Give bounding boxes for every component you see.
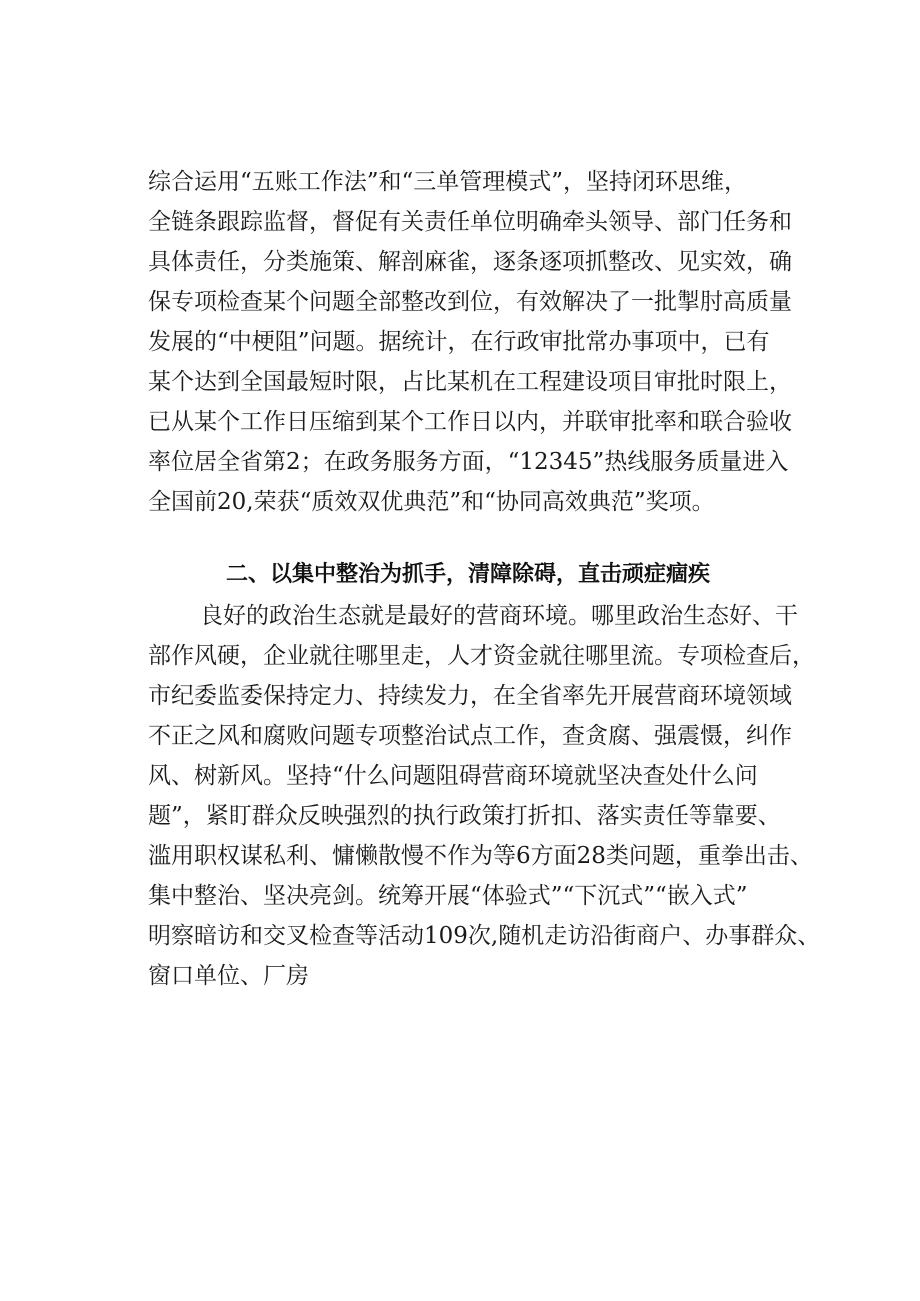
text-line: 滥用职权谋私利、慵懒散慢不作为等6方面28类问题，重拳出击、	[148, 843, 813, 869]
text-line: 全国前20,荣获“质效双优典范”和“协同高效典范”奖项。	[148, 489, 715, 515]
section-heading: 二、以集中整治为抓手，清障除碍，直击顽症痼疾	[225, 562, 710, 587]
paragraph-rectification	[148, 596, 821, 996]
text-line: 集中整治、坚决亮剑。统筹开展“体验式”“下沉式”“嵌入式”	[148, 883, 748, 909]
text-line: 窗口单位、厂房	[148, 963, 309, 989]
text-line: 综合运用“五账工作法”和“三单管理模式”，坚持闭环思维，	[148, 169, 748, 195]
text-line: 风、树新风。坚持“什么问题阻碍营商环境就坚决查处什么问	[148, 763, 758, 789]
text-line: 发展的“中梗阻”问题。据统计，在行政审批常办事项中，已有	[148, 329, 770, 355]
text-line: 某个达到全国最短时限，占比某机在工程建设项目审批时限上，	[148, 369, 792, 395]
text-line: 率位居全省第2；在政务服务方面，“12345”热线服务质量进入	[148, 449, 789, 475]
text-line: 部作风硬，企业就往哪里走，人才资金就往哪里流。专项检查后，	[148, 643, 815, 669]
text-line: 题”，紧盯群众反映强烈的执行政策打折扣、落实责任等靠要、	[148, 803, 781, 829]
text-line: 全链条跟踪监督，督促有关责任单位明确牵头领导、部门任务和	[148, 209, 792, 235]
text-line: 已从某个工作日压缩到某个工作日以内，并联审批率和联合验收	[148, 409, 792, 435]
text-line: 良好的政治生态就是最好的营商环境。哪里政治生态好、干	[200, 603, 798, 629]
text-line: 具体责任，分类施策、解剖麻雀，逐条逐项抓整改、见实效，确	[148, 249, 792, 275]
text-line: 保专项检查某个问题全部整改到位，有效解决了一批掣肘高质量	[148, 289, 792, 315]
text-line: 不正之风和腐败问题专项整治试点工作，查贪腐、强震慑，纠作	[148, 723, 792, 749]
text-line: 明察暗访和交叉检查等活动109次,随机走访沿街商户、办事群众、	[148, 923, 821, 949]
text-line: 市纪委监委保持定力、持续发力，在全省率先开展营商环境领域	[148, 683, 792, 709]
paragraph-results	[148, 162, 792, 522]
